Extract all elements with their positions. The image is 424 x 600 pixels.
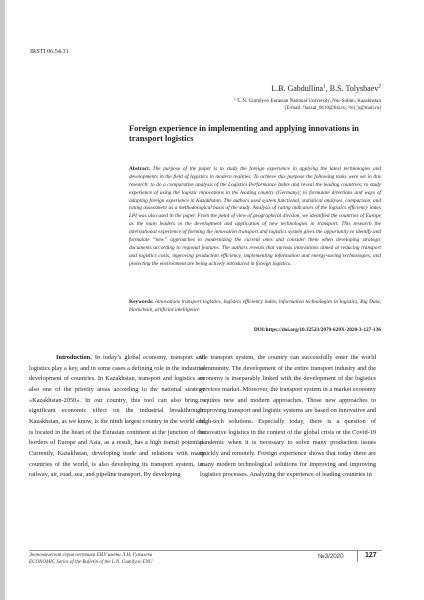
footer-separator xyxy=(357,551,358,562)
author-1-name: L.B. Gabdullina xyxy=(271,84,323,93)
paper-title: Foreign experience in implementing and applying innovations in transport logistics xyxy=(129,124,359,144)
keywords-label: Keywords: xyxy=(129,299,154,305)
abstract xyxy=(129,166,381,268)
page-margin-bar xyxy=(0,0,5,600)
body-column-left xyxy=(29,353,205,481)
doi-link[interactable]: https://doi.org/10.32523/2079-620X-2020-3-127-136 xyxy=(265,327,381,333)
affiliation-emails: (E-mail: ¹lazzat_0610@list.ru, ²tol_b@mail.ru) xyxy=(284,105,381,112)
introduction-heading: Introduction. xyxy=(56,354,92,361)
footer-page-number: 127 xyxy=(365,552,377,559)
irstii-code: IRSTI 06.54.31 xyxy=(30,48,69,55)
abstract-text: The purpose of the paper is to study the foreign experience in applying the latest technologies and developments in the field of logistics in modern realities. To achieve this purpose the following tasks were set in this research: to do a comparative analysis of the Logistics Performance Index and reveal the leading countries; to study experience of using the logistic innovations in the leading country (Germany); to formulate directions and ways of adapting foreign experience in Kazakhstan. The authors used system functional, statistical analyses, comparison, and rating assessment as a methodological basis of the study. Analysis of rating indicators of the logistics efficiency index LPI was also used in the paper. From the point of view of geographical division, we identified the countries of Europe as the main leaders in the development and application of new technologies in transport. This research the international experience of forming the innovation transport and logistics system gives the opportunity to identify and formulate “new” approaches to modernizing the current ones and consider them when developing strategic documents according to regional features. The authors reveals that various innovations aimed at reducing transport and logistics costs, improving production efficiency, implementing information and energy-saving technologies, and protecting the environment are being actively introduced in foreign logistics. xyxy=(129,166,381,267)
footer-journal xyxy=(29,553,152,566)
body-column-right xyxy=(200,353,376,481)
author-line xyxy=(271,84,381,93)
footer-issue-number: №3/2020 xyxy=(318,553,344,560)
author-1-affiliation-mark: 1 xyxy=(323,83,326,90)
body-column-left-text: In today’s global economy, transport and logistics play a key, and in some cases a defining role in the industrial development of countries. In Kazakhstan, transport and logistics are also one of the priority areas according to the national strategy «Kazakhstan-2050». In our country, this tool can also bring a significant economic effect on the industrial breakthrough. Kazakhstan, as we know, is the ninth largest country in the world and is located in the heart of the Eurasian continent at the junction of the borders of Europe and Asia, as a result, has a high transit potential. Currently, Kazakhstan, developing trade and relations with many countries of the world, is also developing its transport system, i.e. railway, air, road, sea, and pipeline transport. By developing xyxy=(29,354,205,479)
footer-journal-russian: Экономическая серия вестника ЕНУ имени Л.Н. Гумилева xyxy=(29,553,153,558)
keywords xyxy=(129,299,381,314)
affiliation-block xyxy=(234,98,381,112)
doi xyxy=(254,327,381,333)
author-2-name: B.S. Tolysbaev xyxy=(329,84,379,93)
affiliation-mark: 1,2 xyxy=(233,96,238,101)
abstract-label: Abstract. xyxy=(129,166,151,172)
keywords-text: innovations transport logistics, logistics efficiency index, information technologies in logistics, Big Data, blockchain, artificial intelligence xyxy=(129,299,381,313)
doi-label: DOI: xyxy=(253,327,266,333)
author-separator: , xyxy=(325,84,330,93)
affiliation-university: L.N. Gumilyov Eurasian National University, Nur-Sultan, Kazakhstan xyxy=(237,98,381,104)
body-column-right-text: the transport system, the country can successfully enter the world community. The development of the entire transport industry and the economy is inseparably linked with the development of the logistics services market. Moreover, the transport system in a market economy requires new and modern approaches. Those new approaches to improving transport and logistic systems are based on innovative and high-tech solutions. Especially today, there is a question of innovative logistics in the context of the global crisis or the Covid-19 pandemic when it is necessary to solve many production issues quickly and remotely. Foreign experience shows that today there are many modern technological solutions for improving and improving logistics processes. Analyzing the experience of leading countries in xyxy=(200,354,376,479)
footer-divider xyxy=(29,550,382,551)
author-2-affiliation-mark: 2 xyxy=(378,83,381,90)
page-margin-line xyxy=(6,0,7,600)
footer-journal-english: ECONOMIC Series of the Bulletin of the L.N. Gumilyov ENU xyxy=(29,559,153,565)
